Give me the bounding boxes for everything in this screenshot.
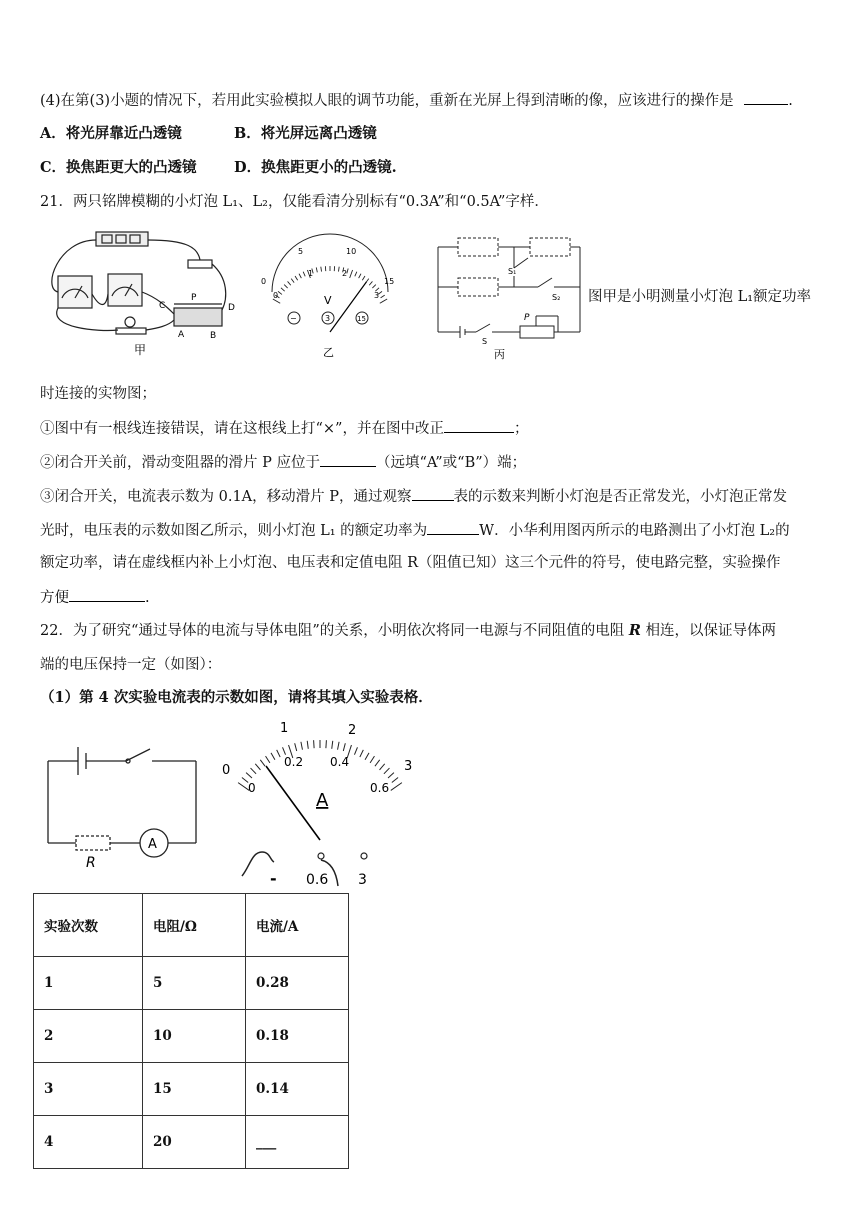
vm-needle [330, 282, 366, 332]
ammeter-symbol-label: A [148, 837, 157, 852]
dial-tick [391, 783, 402, 791]
dial-tick [278, 291, 282, 294]
vm-inner-0: 0 [273, 291, 279, 300]
dial-tick [271, 753, 275, 760]
dial-tick [321, 267, 322, 272]
label-s1: S₁ [508, 267, 517, 276]
q22-sub1: （1）第 4 次实验电流表的示数如图，请将其填入实验表格． [40, 689, 433, 706]
dial-tick [326, 740, 327, 748]
dial-tick [281, 288, 285, 291]
resistor-label: R [86, 855, 96, 871]
dial-tick [362, 276, 365, 280]
table-row [34, 957, 349, 1010]
am-unit: A [316, 790, 329, 811]
am-inner-0: 0 [248, 781, 256, 795]
dial-tick [251, 768, 257, 774]
am-needle [266, 766, 320, 840]
dial-tick [369, 281, 372, 285]
option-c: C．换焦距更大的凸透镜 [40, 159, 197, 176]
label-d: D [228, 303, 235, 313]
q21-item3-l4: 方便 . [40, 587, 150, 608]
vm-outer-10: 10 [346, 247, 357, 256]
label-a: A [178, 330, 185, 340]
q21-stem: 21．两只铭牌模糊的小灯泡 L₁、L₂，仅能看清分别标有“0.3A”和“0.5A”字样． [40, 194, 549, 210]
q21-item3-l2: 光时，电压表的示数如图乙所示，则小灯泡 L₁ 的额定功率为 W．小华利用图丙所示的电路测出了小灯泡 L₂的 [40, 520, 790, 541]
dial-tick [343, 743, 345, 751]
q22-circuit [40, 735, 205, 875]
q20-4-options-ab [40, 124, 377, 144]
dial-tick [338, 267, 339, 272]
dial-tick [255, 764, 260, 770]
dial-tick [307, 741, 308, 749]
dial-tick [295, 743, 297, 751]
q22-stem-l2: 端的电压保持一定（如图）： [40, 657, 222, 673]
vm-inner-3: 3 [374, 291, 380, 300]
header-cell: 实验次数 [34, 894, 143, 957]
table-cell-answer[interactable]: ___ [246, 1116, 349, 1169]
q21-item2: ②闭合开关前，滑动变阻器的滑片 P 应位于 （远填“A”或“B”）端； [40, 452, 526, 473]
vm-outer-5: 5 [298, 247, 304, 256]
table-cell: 10 [143, 1010, 246, 1063]
dial-tick [314, 740, 315, 748]
q20-4-options-cd [40, 158, 397, 178]
table-cell: 0.18 [246, 1010, 349, 1063]
table-row [34, 1063, 349, 1116]
table-cell: 15 [143, 1063, 246, 1116]
figure-bing-circuit [430, 232, 588, 362]
dial-tick [380, 299, 387, 303]
fig-bing-caption: 丙 [494, 348, 505, 361]
dial-tick [299, 274, 301, 278]
dial-tick [372, 285, 375, 289]
dial-tick [291, 279, 294, 283]
vm-term-minus: − [290, 314, 297, 323]
am-term-minus: - [270, 869, 277, 888]
vm-outer-15: 15 [384, 277, 395, 286]
dial-tick [288, 281, 291, 285]
label-c: C [159, 301, 166, 311]
dial-tick [350, 270, 353, 278]
dial-tick [381, 295, 385, 298]
fig-jia-caption: 甲 [134, 343, 147, 357]
option-d: D．换焦距更小的凸透镜. [234, 159, 397, 176]
dial-tick [392, 778, 398, 783]
dial-tick [354, 747, 357, 754]
am-outer-3: 3 [404, 759, 413, 774]
am-term-06: 0.6 [306, 872, 329, 888]
dial-tick [266, 756, 270, 763]
figure-jia-wiring [38, 228, 248, 358]
vm-inner-2: 2 [342, 269, 348, 278]
am-term-3: 3 [358, 872, 367, 888]
vm-unit: V [324, 294, 332, 307]
table-cell: 3 [34, 1063, 143, 1116]
label-s2: S₂ [552, 293, 561, 302]
dial-tick [260, 760, 265, 766]
label-p-bing: P [524, 313, 530, 323]
am-outer-1: 1 [280, 721, 289, 736]
dial-tick [277, 750, 280, 757]
am-inner-02: 0.2 [284, 755, 304, 769]
am-inner-06: 0.6 [370, 781, 390, 795]
answer-blank[interactable] [444, 418, 514, 433]
dial-tick [295, 276, 298, 280]
dial-tick [316, 267, 317, 272]
q20-4-stem: (4)在第(3)小题的情况下，若用此实验模拟人眼的调节功能，重新在光屏上得到清晰的像，应该进行的操作是 . [40, 90, 793, 111]
table-row [34, 1010, 349, 1063]
answer-blank[interactable] [744, 90, 788, 105]
vm-outer-0: 0 [261, 277, 267, 286]
table-row [34, 1116, 349, 1169]
label-b: B [210, 331, 217, 341]
label-s: S [482, 337, 488, 346]
am-inner-04: 0.4 [330, 755, 350, 769]
q21-cont: 时连接的实物图； [40, 386, 156, 402]
header-cell: 电流/A [246, 894, 349, 957]
answer-blank[interactable] [320, 452, 376, 467]
table-cell: 0.28 [246, 957, 349, 1010]
q22-ammeter-dial [218, 712, 428, 892]
dial-tick [388, 773, 394, 778]
dial-tick [283, 747, 286, 754]
dial-tick [303, 272, 305, 277]
experiment-table [33, 893, 349, 1169]
table-cell: 2 [34, 1010, 143, 1063]
answer-blank[interactable] [427, 520, 479, 535]
fig-yi-caption: 乙 [323, 346, 334, 359]
dial-tick [359, 274, 361, 278]
dial-tick [365, 753, 369, 760]
option-b: B．将光屏远离凸透镜 [234, 125, 377, 142]
q22-stem-l1: 22．为了研究“通过导体的电流与导体电阻”的关系，小明依次将同一电源与不同阻值的电阻 R 相连，以保证导体两 [40, 622, 777, 639]
header-cell: 电阻/Ω [143, 894, 246, 957]
table-header-row [34, 894, 349, 957]
dial-tick [375, 760, 380, 766]
table-cell: 4 [34, 1116, 143, 1169]
am-outer-2: 2 [348, 723, 357, 738]
q21-side-text: 图甲是小明测量小灯泡 L₁额定功率 [588, 289, 812, 305]
dial-tick [360, 750, 363, 757]
q21-item3-l1: ③闭合开关，电流表示数为 0.1A，移动滑片 P，通过观察 表的示数来判断小灯泡是否正常发光，小灯泡正常发 [40, 486, 787, 507]
vm-inner-1: 1 [308, 269, 314, 278]
label-p: P [191, 293, 197, 303]
dial-tick [246, 773, 252, 778]
figure-yi-voltmeter [256, 232, 406, 362]
answer-blank[interactable] [412, 486, 454, 501]
q21-item3-l3: 额定功率，请在虚线框内补上小灯泡、电压表和定值电阻 R（阻值已知）这三个元件的符号，使电路完整，实验操作 [40, 555, 781, 571]
dial-tick [338, 742, 340, 750]
q21-item1: ①图中有一根线连接错误，请在这根线上打“×”，并在图中改正 ； [40, 418, 528, 439]
table-cell: 5 [143, 957, 246, 1010]
dial-tick [332, 741, 333, 749]
dial-tick [380, 764, 385, 770]
vm-term-3: 3 [325, 314, 331, 323]
dial-tick [370, 756, 374, 763]
dial-tick [284, 285, 287, 289]
dial-tick [384, 768, 390, 774]
dial-tick [355, 272, 357, 277]
am-outer-0: 0 [222, 763, 231, 778]
vm-term-15: 15 [357, 315, 366, 323]
table-cell: 20 [143, 1116, 246, 1169]
option-a: A．将光屏靠近凸透镜 [40, 125, 182, 142]
dial-tick [301, 742, 303, 750]
answer-blank[interactable] [69, 587, 145, 602]
table-cell: 0.14 [246, 1063, 349, 1116]
table-cell: 1 [34, 957, 143, 1010]
